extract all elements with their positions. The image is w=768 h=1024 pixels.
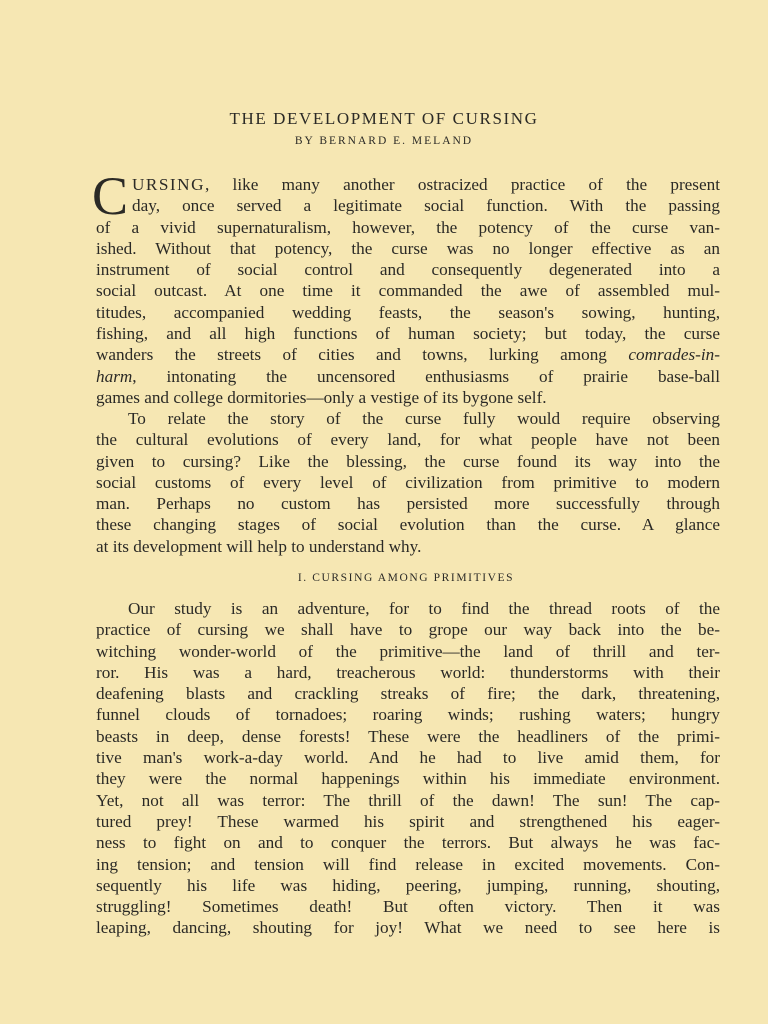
text-line: To relate the story of the curse fully would require observing	[128, 409, 720, 428]
text-line: Yet, not all was terror: The thrill of the dawn! The sun! The cap-	[96, 790, 720, 810]
text-line: deafening blasts and crackling streaks of fire; the dark, threatening,	[96, 684, 720, 704]
text-line: they were the normal happenings within his immediate environment.	[96, 769, 720, 789]
text-span: wanders the streets of cities and towns, lurking among	[96, 345, 629, 365]
text-span: , intonating the uncensored enthusiasms of prairie base-ball	[132, 366, 720, 386]
text-line: ness to fight on and to conquer the terrors. But always he was fac-	[96, 833, 720, 853]
text-line: these changing stages of social evolution than the curse. A glance	[96, 515, 720, 535]
text-line: games and college dormitories—only a vestige of its bygone self.	[96, 387, 547, 407]
text-line: of a vivid supernaturalism, however, the potency of the curse van-	[96, 217, 720, 237]
text-line: funnel clouds of tornadoes; roaring winds; rushing waters; hungry	[96, 705, 720, 725]
text-line: ror. His was a hard, treacherous world: thunderstorms with their	[96, 662, 720, 682]
text-line: witching wonder-world of the primitive—the land of thrill and ter-	[96, 641, 720, 661]
text-line: ing tension; and tension will find release in excited movements. Con-	[96, 854, 720, 874]
article-byline: BY BERNARD E. MELAND	[294, 135, 474, 147]
text-line: Our study is an adventure, for to find the thread roots of the	[128, 599, 720, 618]
text-line: social outcast. At one time it commanded the awe of assembled mul-	[96, 281, 720, 301]
text-line: instrument of social control and consequently degenerated into a	[96, 260, 720, 280]
text-line: day, once served a legitimate social function. With the passing	[132, 196, 720, 216]
text-line	[96, 174, 720, 195]
drop-cap: C	[92, 166, 129, 226]
text-line: sequently his life was hiding, peering, jumping, running, shouting,	[96, 875, 720, 895]
text-line	[96, 366, 720, 387]
text-span: , like many another ostracized practice of the present	[204, 175, 720, 194]
text-line: social customs of every level of civilization from primitive to modern	[96, 472, 720, 492]
text-line: ished. Without that potency, the curse was no longer effective as an	[96, 238, 720, 258]
paragraph-3	[96, 598, 720, 939]
text-line: man. Perhaps no custom has persisted more successfully through	[96, 494, 720, 514]
text-line: given to cursing? Like the blessing, the curse found its way into the	[96, 451, 720, 471]
text-line: tive man's work-a-day world. And he had to live amid them, for	[96, 748, 720, 768]
paragraph-1	[96, 174, 720, 408]
text-line: beasts in deep, dense forests! These were the headliners of the primi-	[96, 726, 720, 746]
text-line: tured prey! These warmed his spirit and strengthened his eager-	[96, 811, 720, 831]
text-line: the cultural evolutions of every land, for what people have not been	[96, 430, 720, 450]
italic-term: comrades-in-	[628, 345, 720, 365]
text-line: titudes, accompanied wedding feasts, the season's sowing, hunting,	[96, 302, 720, 322]
section-heading: I. CURSING AMONG PRIMITIVES	[297, 572, 515, 584]
paragraph-2	[96, 408, 720, 557]
first-word-smallcaps: URSING	[132, 175, 205, 194]
text-line: leaping, dancing, shouting for joy! What we need to see here is	[96, 918, 720, 938]
text-line: fishing, and all high functions of human society; but today, the curse	[96, 324, 720, 344]
text-line: struggling! Sometimes death! But often victory. Then it was	[96, 897, 720, 917]
text-line: practice of cursing we shall have to grope our way back into the be-	[96, 620, 720, 640]
italic-term: harm	[96, 366, 133, 386]
text-line: at its development will help to understand why.	[96, 536, 422, 556]
article-title: THE DEVELOPMENT OF CURSING	[229, 109, 539, 128]
text-line	[96, 344, 720, 365]
